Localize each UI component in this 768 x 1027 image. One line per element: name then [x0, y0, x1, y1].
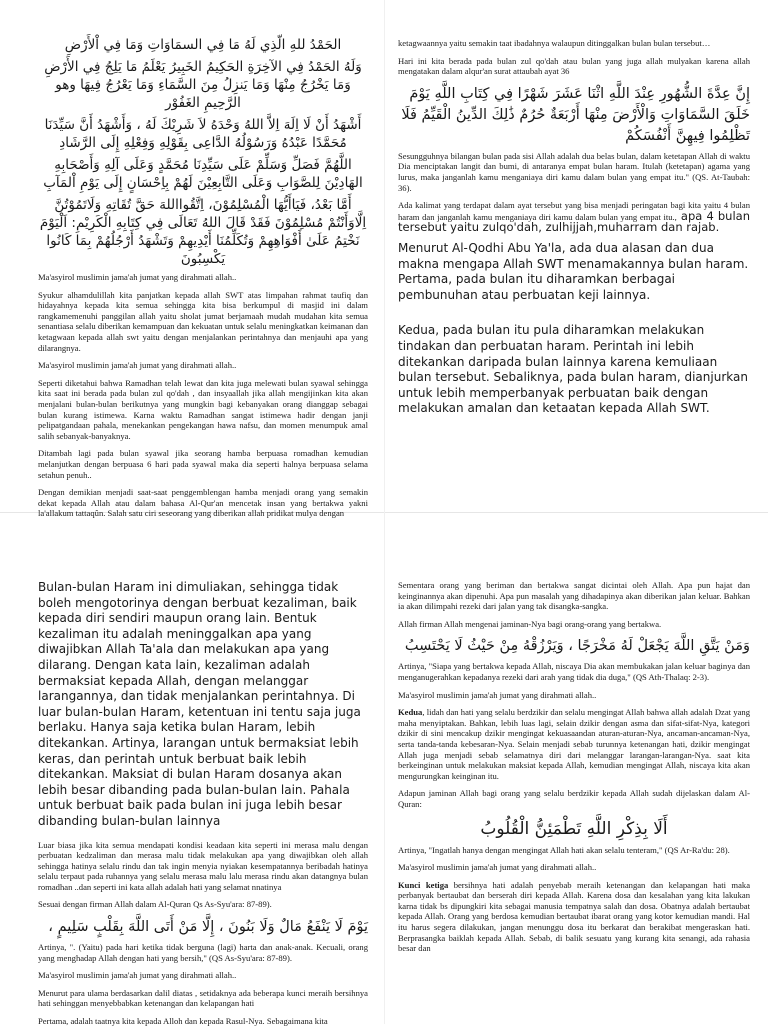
paragraph: Pertama, adalah taatnya kita kepada Alloh dan kepada Rasul-Nya. Sebagaimana kita — [38, 1016, 328, 1027]
paragraph-body: , lidah dan hati yang selalu berdzikir dan selalu mengingat Allah bahwa allah adalah Dzat yang maha menyiptakan. Bahkan, lebih luas lagi, selain dzikir dengan asma dan sifat-sifat-Nya, kategori dzikir di sini mencakup dzikir mengingat kekuasaandan aturan-aturan-Nya, ancaman-ancaman-Nya, serta tanda-tanda kebesaran-Nya. Selain menjadi sebab turunnya ketenangan hati, dzikir mengingat Allah juga menjadi sebab selamatnya diri dari melanggar larangan-larangan-Nya. saat kita berkeinginan untuk melakukan maksiat kepada Allah, kemudian mengingat Allah, niscaya kita akan mengurungkan keinginan itu. — [398, 707, 750, 781]
paragraph-large: Bulan-bulan Haram ini dimuliakan, sehingga tidak boleh mengotorinya dengan berbuat kezaliman, baik kepada diri sendiri maupun orang lain. Bentuk kezaliman itu adalah meninggalkan apa yang diwajibkan Allah Ta'ala dan melakukan apa yang dilarang. Dengan kata lain, kezaliman adalah bermaksiat kepada Allah, dengan melanggar larangannya, dan tidak menjalankan perintahnya. Di luar bulan-bulan Haram, ketentuan ini tentu saja juga berlaku. Hanya saja ketika bulan Haram, lebih ditekankan. Artinya, larangan untuk bermaksiat lebih keras, dan perintah untuk berbuat baik lebih ditekankan. Maksiat di bulan Haram dosanya akan lebih besar dibanding pada bulan-bulan lain. Pahala untuk berbuat baik pada bulan ini juga lebih besar dibanding bulan-bulan lainnya — [38, 580, 361, 828]
paragraph: Adapun jaminan Allah bagi orang yang selalu berdzikir kepada Allah sudah dijelaskan dalam Al-Quran: — [398, 788, 750, 809]
arabic-praise: وَلَهُ الحَمْدُ فِي الآخِرَةِ الحَكِيمُ الخَبِيرُ يَعْلَمُ مَا يَلِجُ فِي الأَرْضِ وَمَا يَخْرُجُ مِنْهَا وَمَا يَنزِلُ مِنَ السَّمَاءِ وَمَا يَعْرُجُ فِيهَا وهو الرَّحِيمِ الغَفُوْر — [44, 59, 362, 111]
paragraph-kunci-ketiga — [398, 880, 750, 954]
paragraph: ketagwaannya yaitu semakin taat ibadahnya walaupun ditinggalkan bulan bulan tersebut… — [398, 38, 711, 48]
paragraph: Ma'asyirol muslimin jama'ah jumat yang dirahmati allah.. — [398, 862, 597, 873]
arabic-syahadat: أَشْهَدُ أَنْ لَا اِلَهَ اِلاَّ اللهُ وَحْدَهُ لاَ شَرِيْكَ لَهُ ، وَأَشْهَدُ أَنَّ سَيِّدَنَا مُحَمَّدًا عَبْدُهُ وَرَسُوْلُهُ الدَّاعِى بِقَوْلِهِ وَفِعْلِهِ إِلَى الرَّشَادِ — [44, 117, 362, 151]
paragraph: Ma'asyirol muslimin jama'ah jumat yang dirahmati allah.. — [38, 970, 237, 981]
paragraph: Seperti diketahui bahwa Ramadhan telah lewat dan kita juga melewati bulan syawal sehingga kita saat ini berada pada bulan zul qo'dah , dan insyaallah jika allah mengijinkan kita akan menjalani bulan-bulan berikutnya yang mungkin bagi kebanyakan orang dianggap sebagai bulan kurang istimewa. Karna waktu Ramadhan sangat istimewa hadir dengan janji pelipatgandaan pahala, menekankan pengekangan hawa nafsu, dan momen menumpuk amal salih sebanyak-banyaknya. — [38, 377, 368, 441]
paragraph-part-small: Ada kalimat yang terdapat dalam ayat tersebut yang bisa menjadi peringatan bagi kita yaitu 4 bulan haram dan janganlah kamu menganiaya diri kamu dalam bulan yang empat itu., — [398, 200, 750, 222]
paragraph: Syukur alhamdulillah kita panjatkan kepada allah SWT atas limpahan rahmat taufiq dan hidayahnya kepada kita semua sehingga kita bisa berkumpul di masjid ini dalam rangkamemenuhi panggilan allah yaitu sholat jumat berjamaah mudah mudahan kita semua senantiasa selalu diberikan kemampuan dan kekuatan untuk selalu meningkatkan keimanan dan ketagwaan kepada allah swt yaitu dengan menjalankan perintahnya dan menjauhi apa yang dilarangnya. — [38, 289, 368, 353]
arabic-hamdalah: الحَمْدُ للهِ الّذِي لَهُ مَا فِي السمَاوَاتِ وَمَا فِي اْلأَرْضِ — [64, 37, 342, 53]
page-3-column — [38, 580, 368, 1027]
paragraph-translation: Artinya, "Ingatlah hanya dengan mengingat Allah hati akan selalu tenteram," (QS Ar-Ra'du: 28). — [398, 844, 730, 855]
paragraph: Allah firman Allah mengenai jaminan-Nya bagi orang-orang yang bertakwa. — [398, 618, 662, 629]
paragraph: Ma'asyirol muslimin jama'ah jumat yang dirahmati allah.. — [398, 689, 597, 700]
paragraph: Sesuai dengan firman Allah dalam Al-Quran Qs As-Syu'ara: 87-89). — [38, 899, 272, 910]
paragraph-translation: Artinya, "Siapa yang bertakwa kepada Allah, niscaya Dia akan membukakan jalan keluar baginya dan menganugerahkan kepadanya rezeki dari arah yang tidak dia duga," (QS Ath-Thalaq: 2-3). — [398, 661, 750, 682]
spacer — [398, 313, 750, 323]
paragraph-translation: Artinya, ". (Yaitu) pada hari ketika tidak berguna (lagi) harta dan anak-anak. Kecuali, orang yang menghadap Allah dengan hati yang bersih," (QS As-Syu'ara: 87-89). — [38, 942, 368, 963]
arabic-at-taubah-36: إِنَّ عِدَّةَ الشُّهُورِ عِنْدَ اللَّهِ اثْنَا عَشَرَ شَهْرًا فِي كِتَابِ اللَّهِ يَوْمَ خَلَقَ السَّمَاوَاتِ وَالْأَرْضَ مِنْهَا أَرْبَعَةٌ حُرُمٌ ذَٰلِكَ الدِّينُ الْقَيِّمُ فَلَا تَظْلِمُوا فِيهِنَّ أَنْفُسَكُمْ — [401, 85, 750, 144]
paragraph: Menurut para ulama berdasarkan dalil diatas , setidaknya ada beberapa kunci meraih bersihnya hati sehinggan menyebbabkan ketenangan dan kelapangan hati — [38, 987, 368, 1009]
page-1-column — [38, 36, 368, 519]
paragraph-kedua — [398, 707, 750, 781]
paragraph-part-large: apa 4 bulan tersebut yaitu zulqo'dah, zulhijjah,muharram dan rajab. — [398, 208, 750, 235]
paragraph: Sementara orang yang beriman dan bertakwa sangat dicintai oleh Allah. Apa pun hajat dan keinginannya akan dipenuhi. Apa pun masalah yang dihadapinya akan diberikan jalan keluar. Bahkan ia akan dilimpahi rezeki dari jalan yang tak disangka-sangka. — [398, 580, 750, 612]
keyword-bold: Kedua — [398, 707, 423, 718]
paragraph-large: Kedua, pada bulan itu pula diharamkan melakukan tindakan dan perbuatan haram. Perintah ini lebih ditekankan daripada bulan lainnya karena kemuliaan bulan tersebut. Sebaliknya, pada bulan haram, dianjurkan untuk lebih memperbanyak perbuatan baik dengan melakukan amalan dan ketaatan kepada Allah SWT. — [398, 323, 748, 416]
page-2-column — [398, 38, 750, 508]
paragraph-large: Menurut Al-Qodhi Abu Ya'la, ada dua alasan dan dua makna mengapa Allah SWT menamakannya bulan haram. Pertama, pada bulan itu diharamkan berbagai pembunuhan atau perbuatan keji lainnya. — [398, 240, 749, 302]
arabic-amma-badu: أَمَّا بَعْدُ، فَيَاأَيُّهَا الْمُسْلِمُوْنَ، اِتَّقُوااللهَ حَقَّ تُقَاتِهِ وَلَاتَمُوْتُنَّ اِلَّاوَأَنْتُمْ مُسْلِمُوْنَ فَقَدْ قَالَ اللهُ تَعَالَى فِي كِتَابِهِ الْكَرِيْمِ: اَلْيَوْمَ نَخْتِمُ عَلَىٰ أَفْوَاهِهِمْ وَتُكَلِّمُنَا أَيْدِيهِمْ وَتَشْهَدُ أَرْجُلُهُمْ بِمَا كَانُوا يَكْسِبُونَ — [39, 197, 367, 267]
page-divider-vertical — [384, 0, 385, 1024]
paragraph: Hari ini kita berada pada bulan zul qo'dah atau bulan yang juga allah mulyakan karena allah mengatakan dalam alqur'an surat attaubah ayat 36 — [398, 55, 750, 77]
arabic-sholawat: اللَّهُمَّ فَصَلِّ وَسَلِّمْ عَلَى سَيِّدِنَا مُحَمَّدٍ وَعَلَى آلِهِ وَأَصْحَابِهِ الهَادِيْنَ لِلصَّوَابِ وَعَلَى التَّابِعِيْنَ لَهُمْ بِاِحْسَانٍ إِلَى يَوْمِ اْلمَآبِ — [43, 157, 363, 191]
paragraph: Ma'asyirol muslimin jama'ah jumat yang dirahmati allah.. — [38, 360, 237, 371]
paragraph: Luar biasa jika kita semua mendapati kondisi keadaan kita seperti ini merasa malu dengan perbuatan kedzaliman dan merasa malu tidak melakukan apa yang diwajibkan oleh allah sehingga hatinya selalu rindu dan tak ingin menyia nyiakan kesempatannya beribadah hatinya selalu terpaut pada ruhannya yang selalu merasa malu lalu merasa rindu akan datangnya bulan romadhan ..dan seperti ini kata allah adalah hati yang selamat nnatinya — [38, 839, 368, 892]
paragraph-body: bersihnya hati adalah penyebab meraih ketenangan dan kelapangan hati maka perbanyak bertaubat dan berserah diri kepada Allah. Karena dosa dan kesalahan yang kita lakukan karna tidak bs dipungkiri kita sebagai manusia tempatnya salah dan dosa. Obatnya adalah bertaubat kepada Allah. Orang yang berdosa kemudian bertaubat ibarat orang yang kotor kemudian mandi. Hal itu harus segera dilakukan, jangan menunggu dosa itu berkarat dan berakibat mengeraskan hati. Berprasangka baiklah kepada Allah. Sebab, di balik sesuatu yang kurang kita senangi, ada rahasia besar dan — [398, 879, 751, 954]
paragraph: Ma'asyirol muslimin jama'ah jumat yang dirahmati allah.. — [38, 272, 237, 282]
arabic-ath-thalaq: وَمَنْ يَتَّقِ اللَّهَ يَجْعَلْ لَهُ مَخْرَجًا ، وَيَرْزُقْهُ مِنْ حَيْثُ لَا يَحْتَسِبُ — [404, 638, 750, 655]
arabic-as-syuara: يَوْمَ لَا يَنْفَعُ مَالٌ وَلَا بَنُونَ ، إِلَّا مَنْ أَتَى اللَّهَ بِقَلْبٍ سَلِيمٍ ، — [48, 919, 368, 936]
arabic-ar-rad-28: أَلَا بِذِكْرِ اللَّهِ تَطْمَئِنُّ الْقُلُوبُ — [480, 818, 668, 839]
paragraph-translation: Sesungguhnya bilangan bulan pada sisi Allah adalah dua belas bulan, dalam ketetapan Allah di waktu Dia menciptakan langit dan bumi, di antaranya empat bulan haram. Itulah (ketetapan) agama yang lurus, maka janganlah kamu menganiaya diri kamu dalam bulan yang empat itu." (QS. At-Taubah: 36). — [398, 150, 750, 193]
paragraph-mixed — [398, 200, 750, 234]
paragraph: Dengan demikian menjadi saat-saat penggemblengan hamba menjadi orang yang semakin dekat kepada Allah atau dalam bahasa Al-Qur'an mencetak insan yang bertakwa yakni la'allakum tattaqûn. Salah satu ciri seseorang yang diberikan allah pridikat mulya dengan — [38, 487, 368, 519]
keyword-bold: Kunci ketiga — [398, 879, 449, 890]
paragraph: Ditambah lagi pada bulan syawal jika seorang hamba berpuasa romadhan kemudian melanjutkan dengan berpuasa 6 hari pada syawal maka dia seperti halnya berpuasa selama setahun penuh.. — [38, 448, 368, 480]
page-4-column — [398, 580, 750, 1024]
